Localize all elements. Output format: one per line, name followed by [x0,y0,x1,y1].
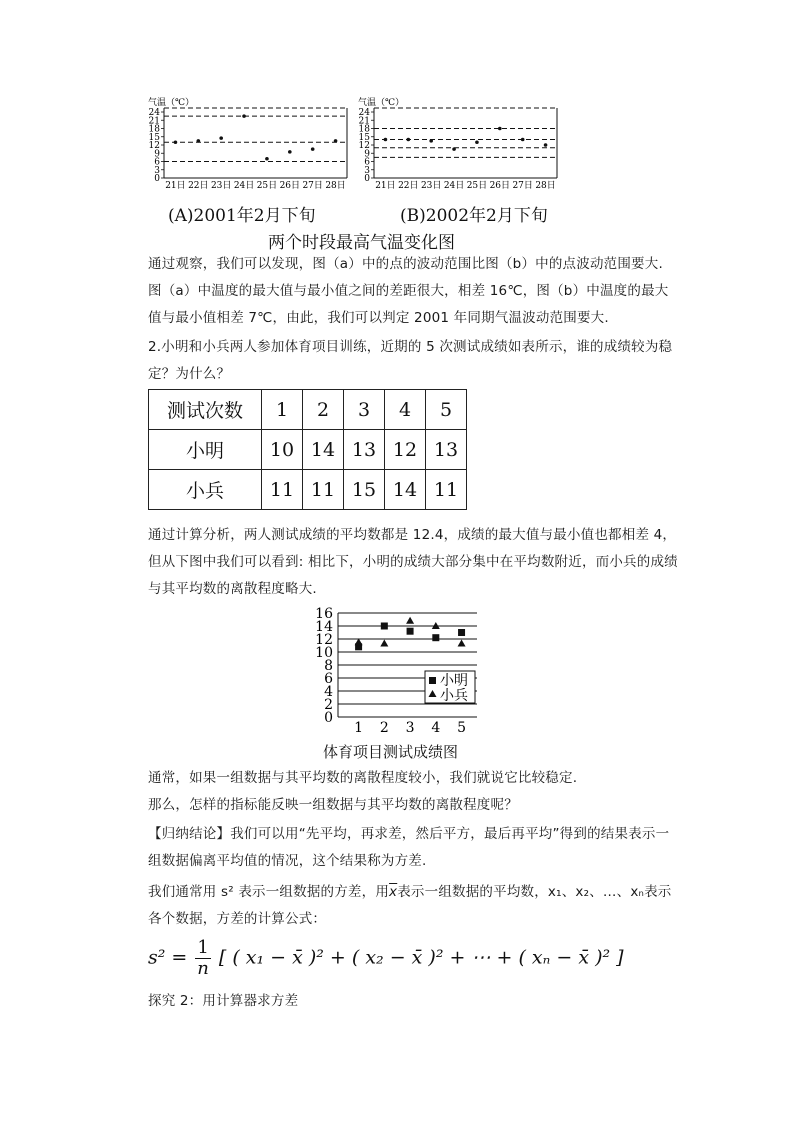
legend-label-a: 小明 [440,673,468,689]
x-tick-label: 22日 [398,181,419,191]
y-tick-label: 0 [154,174,160,184]
formula-body: [ ( x₁ − x̄ )² + ( x₂ − x̄ )² + ⋯ + ( xₙ − x̄ )² ] [218,946,624,969]
y-tick-label: 14 [315,619,333,635]
x-tick-label: 21日 [375,181,396,191]
data-point [475,140,479,144]
y-tick-label: 4 [324,684,333,700]
formula-numerator: 1 [197,937,209,958]
sports-chart-caption: 体育项目测试成绩图 [323,743,459,761]
table-row [149,470,467,510]
formula-lhs: s² = [148,946,194,969]
x-tick-label: 23日 [210,181,232,191]
y-tick-label: 2 [324,697,333,713]
x-tick-label: 3 [405,720,415,736]
x-tick-label: 4 [431,720,441,736]
data-point [288,150,292,154]
data-point [219,136,223,140]
chart-b-label: (B)2002年2月下旬 [400,206,548,226]
table-cell: 1 [262,390,303,430]
marker-triangle [380,640,388,647]
table-cell: 11 [262,470,303,510]
y-axis-label: 气温（℃） [148,98,195,108]
x-tick-label: 5 [457,720,467,736]
data-point [407,138,411,142]
data-point [265,157,269,161]
data-point [197,139,201,143]
y-tick-label: 6 [324,671,333,687]
chart-a-label: (A)2001年2月下旬 [168,206,316,226]
x-tick-label: 23日 [420,181,442,191]
data-point [521,138,525,142]
marker-triangle [406,617,414,624]
x-tick-label: 28日 [325,181,346,191]
table-cell: 11 [426,470,467,510]
chart-b-2002 [358,96,557,191]
paragraph-stability: 通常，如果一组数据与其平均数的离散程度较小，我们就说它比较稳定. [148,770,578,786]
y-tick-label: 0 [324,710,333,726]
table-cell: 14 [385,470,426,510]
y-tick-label: 12 [358,141,370,151]
table-cell: 4 [385,390,426,430]
table-cell: 测试次数 [149,390,262,430]
y-tick-label: 21 [358,116,370,127]
data-point [242,114,246,118]
chart-a-2001 [148,96,347,191]
table-cell: 2 [303,390,344,430]
notation-text-1: 我们通常用 s² 表示一组数据的方差，用 [148,884,390,900]
y-tick-label: 6 [364,157,370,168]
marker-triangle [458,640,466,647]
paragraph-conclusion: 【归纳结论】我们可以用“先平均，再求差，然后平方，最后再平均”得到的结果表示一组数据偏离平均值的情况，这个结果称为方差. [148,826,670,869]
y-tick-label: 8 [324,658,333,674]
legend-square-icon [429,677,436,684]
paragraph-notation [148,879,680,933]
x-tick-label: 27日 [512,181,533,191]
x-tick-label: 26日 [279,181,301,191]
paragraph-observation: 通过观察，我们可以发现，图（a）中的点的波动范围比图（b）中的点波动范围要大. [148,256,663,272]
x-tick-label: 28日 [535,181,556,191]
y-tick-label: 12 [148,141,160,151]
y-tick-label: 6 [154,157,160,168]
data-point [544,143,548,147]
table-cell: 5 [426,390,467,430]
table-cell: 10 [262,430,303,470]
data-point [334,139,338,143]
xbar-symbol: $\overline{x}$ [389,884,398,900]
legend-label-b: 小兵 [440,688,468,704]
scores-table [148,389,467,510]
notation-text-2: 表示一组数据的平均数，x₁、x₂、…、xₙ表示各个数据，方差的计算公式： [148,884,672,927]
figure-caption: 两个时段最高气温变化图 [268,233,455,253]
marker-square [381,623,388,630]
x-tick-label: 21日 [165,181,186,191]
x-tick-label: 27日 [302,181,323,191]
y-tick-label: 3 [364,165,370,176]
marker-square [407,628,414,635]
y-tick-label: 3 [154,165,160,176]
table-cell: 14 [303,430,344,470]
x-tick-label: 24日 [443,181,465,191]
temperature-charts [140,92,580,204]
y-axis-label: 气温（℃） [358,98,405,108]
paragraph-question: 那么，怎样的指标能反映一组数据与其平均数的离散程度呢？ [148,797,518,813]
table-row [149,430,467,470]
sports-score-chart [305,604,485,744]
data-point [498,127,502,131]
y-tick-label: 21 [148,116,160,127]
formula-denominator: n [197,958,209,979]
table-cell: 13 [426,430,467,470]
y-tick-label: 18 [148,124,160,135]
data-point [174,140,178,144]
x-tick-label: 25日 [466,181,488,191]
table-cell: 15 [344,470,385,510]
table-cell: 11 [303,470,344,510]
y-tick-label: 12 [315,632,333,648]
table-cell: 小明 [149,430,262,470]
x-tick-label: 2 [379,720,389,736]
y-tick-label: 9 [154,149,160,160]
paragraph-analysis: 通过计算分析，两人测试成绩的平均数都是 12.4，成绩的最大值与最小值也都相差 4，但从下图中我们可以看到: 相比下，小明的成绩大部分集中在平均数附近，而小兵的成绩与其平均数的离散程度略大. [148,527,678,597]
y-tick-label: 9 [364,149,370,160]
table-cell: 小兵 [149,470,262,510]
x-tick-label: 25日 [256,181,278,191]
table-row [149,390,467,430]
x-tick-label: 24日 [233,181,255,191]
variance-formula [148,938,624,979]
y-tick-label: 18 [358,124,370,135]
question-2: 2.小明和小兵两人参加体育项目训练，近期的 5 次测试成绩如表所示，谁的成绩较为稳定？为什么？ [148,339,673,382]
exploration-2: 探究 2：用计算器求方差 [148,993,299,1009]
data-point [452,147,456,151]
data-point [429,139,433,143]
marker-square [458,629,465,636]
x-tick-label: 22日 [188,181,209,191]
data-point [311,147,315,151]
y-tick-label: 0 [364,174,370,184]
table-cell: 13 [344,430,385,470]
y-tick-label: 24 [358,108,370,118]
paragraph-difference: 图（a）中温度的最大值与最小值之间的差距很大，相差 16℃，图（b）中温度的最大值与最小值相差 7℃，由此，我们可以判定 2001 年同期气温波动范围要大. [148,283,669,326]
table-cell: 12 [385,430,426,470]
y-tick-label: 10 [315,645,333,661]
y-tick-label: 15 [148,132,160,143]
x-tick-label: 26日 [489,181,511,191]
formula-fraction [195,938,210,979]
y-tick-label: 24 [148,108,160,118]
table-cell: 3 [344,390,385,430]
y-tick-label: 16 [315,606,333,622]
x-tick-label: 1 [354,720,364,736]
data-point [384,138,388,142]
y-tick-label: 15 [358,132,370,143]
marker-square [432,634,439,641]
